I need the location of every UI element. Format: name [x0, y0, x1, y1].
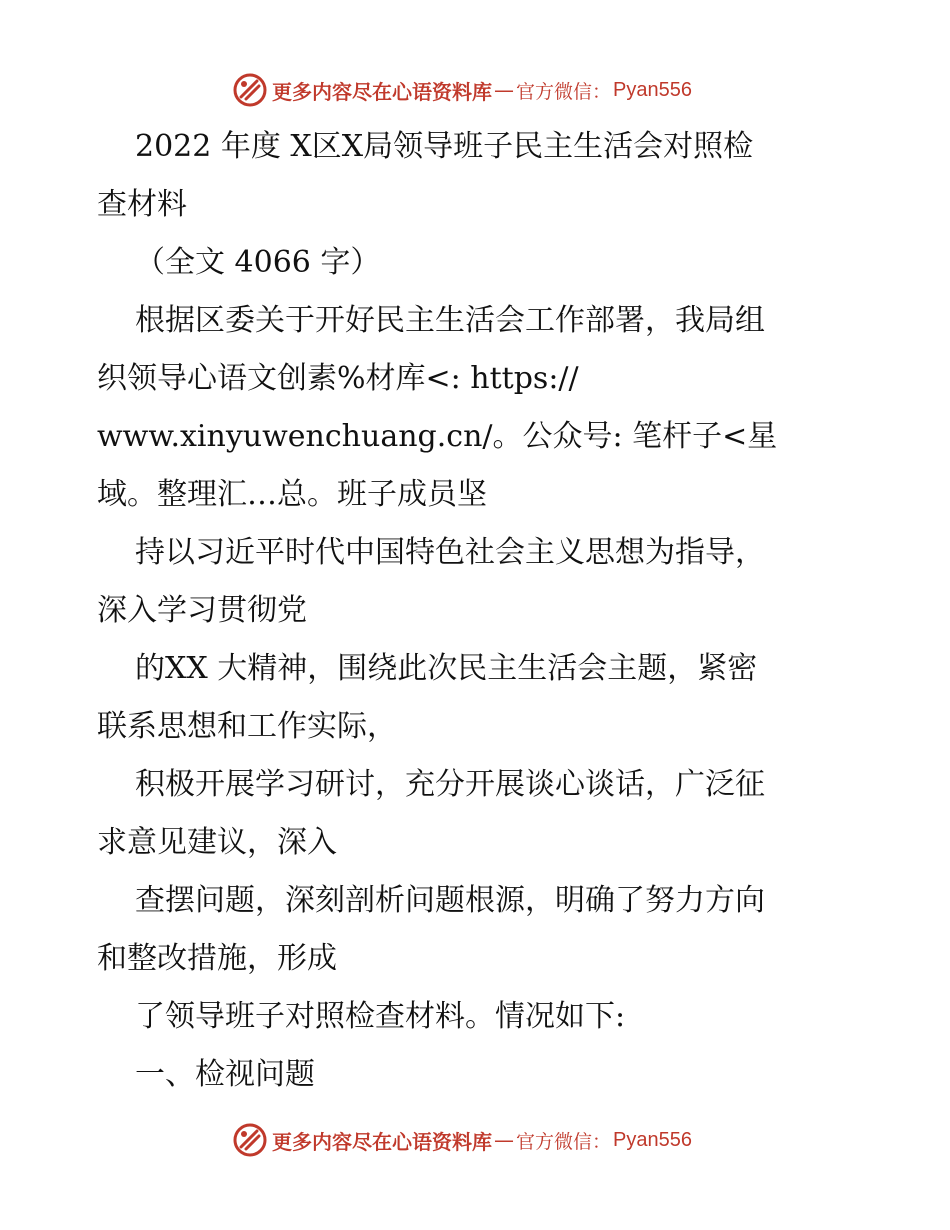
body-line: 联系思想和工作实际， — [97, 709, 397, 744]
watermark-header — [232, 70, 692, 110]
watermark-text: 更多内容尽在心语资料库 — [272, 79, 492, 104]
body-line: 深入学习贯彻党 — [97, 593, 307, 628]
body-line: 了领导班子对照检查材料。情况如下: — [135, 999, 626, 1034]
body-line: 根据区委关于开好民主生活会工作部署，我局组 — [135, 303, 765, 338]
watermark-label: 官方微信： — [516, 1130, 612, 1153]
body-line: www.xinyuwenchuang.cn/。公众号: 笔杆子<星 — [97, 419, 778, 454]
watermark-footer — [232, 1120, 692, 1160]
document-title-line-2: 查材料 — [97, 187, 187, 222]
red-seal-logo-icon — [232, 1122, 268, 1158]
body-line: 域。整理汇…总。班子成员坚 — [97, 477, 487, 512]
red-seal-logo-icon — [232, 72, 268, 108]
body-line: 查摆问题，深刻剖析问题根源，明确了努力方向 — [135, 883, 765, 918]
watermark-label: 官方微信： — [516, 80, 612, 103]
body-line: 和整改措施，形成 — [97, 941, 337, 976]
watermark-separator: — — [494, 78, 514, 102]
section-heading: 一、检视问题 — [135, 1057, 315, 1092]
body-line: 的XX 大精神，围绕此次民主生活会主题，紧密 — [135, 651, 758, 686]
watermark-separator: — — [494, 1128, 514, 1152]
word-count-note: （全文 4066 字） — [135, 245, 381, 280]
document-title-line-1: 2022 年度 X区X局领导班子民主生活会对照检 — [135, 129, 754, 164]
body-line: 持以习近平时代中国特色社会主义思想为指导， — [135, 535, 765, 570]
body-line: 求意见建议，深入 — [97, 825, 337, 860]
body-line: 织领导心语文创素%材库<: https:// — [97, 361, 579, 396]
body-line: 积极开展学习研讨，充分开展谈心谈话，广泛征 — [135, 767, 765, 802]
watermark-wechat-id: Pyan556 — [613, 78, 692, 101]
watermark-wechat-id: Pyan556 — [613, 1128, 692, 1151]
document-body — [97, 118, 857, 1104]
watermark-text: 更多内容尽在心语资料库 — [272, 1129, 492, 1154]
